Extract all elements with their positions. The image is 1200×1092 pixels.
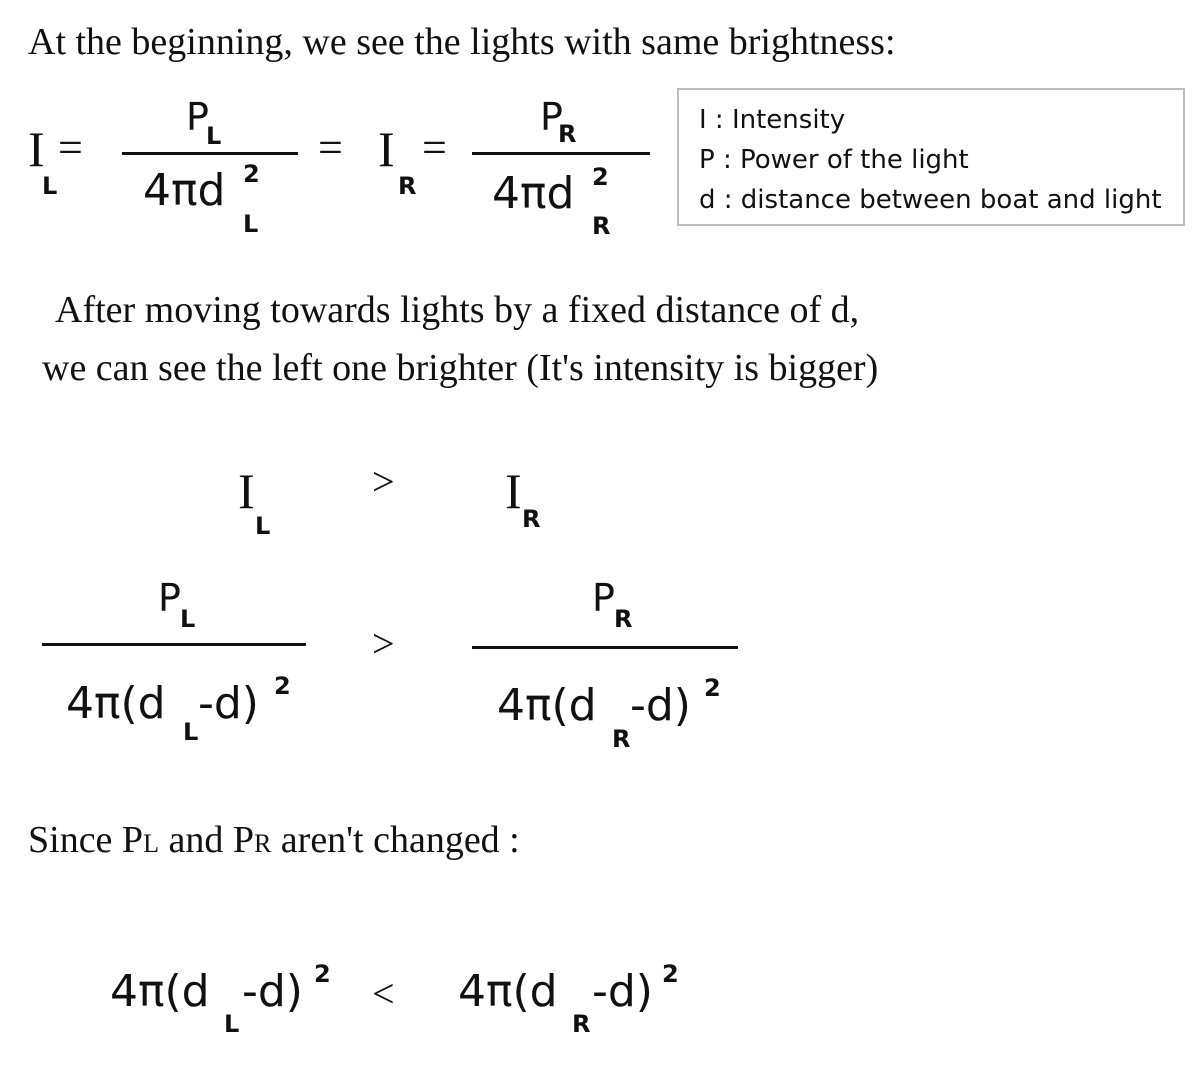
fraction-bar bbox=[472, 152, 650, 155]
fraction-bar bbox=[42, 643, 306, 646]
fraction-bar bbox=[472, 646, 738, 649]
subscript-r: R bbox=[592, 212, 611, 240]
superscript-2: 2 bbox=[704, 674, 721, 702]
after-moving-text-line1: After moving towards lights by a fixed distance of d, bbox=[55, 289, 860, 331]
legend-intensity: I : Intensity bbox=[699, 105, 846, 135]
superscript-2: 2 bbox=[314, 960, 331, 988]
symbol-p: P bbox=[158, 576, 181, 620]
legend-box bbox=[677, 88, 1185, 226]
since-part: Since P bbox=[28, 819, 144, 861]
subscript-l: L bbox=[42, 172, 58, 200]
subscript-r: R bbox=[612, 725, 631, 753]
subscript-r: R bbox=[572, 1010, 591, 1038]
right-expression-close: -d) bbox=[592, 966, 653, 1017]
symbol-i: I bbox=[28, 121, 45, 177]
since-text bbox=[28, 818, 520, 862]
denominator-close: -d) bbox=[198, 678, 259, 729]
subscript-l: L bbox=[183, 718, 199, 746]
symbol-i: I bbox=[505, 463, 522, 519]
intro-text: At the beginning, we see the lights with same brightness: bbox=[28, 21, 896, 63]
subscript-l: L bbox=[180, 605, 196, 633]
subscript-r: R bbox=[614, 605, 633, 633]
equals-sign: = bbox=[422, 123, 447, 172]
subscript-r: R bbox=[558, 120, 577, 148]
left-expression-open: 4π(d bbox=[110, 966, 210, 1017]
greater-than-sign: > bbox=[372, 621, 395, 666]
since-part: aren't changed : bbox=[271, 819, 520, 861]
subscript-l: L bbox=[224, 1010, 240, 1038]
symbol-i: I bbox=[238, 463, 255, 519]
subscript-r: R bbox=[398, 172, 417, 200]
denominator-open: 4π(d bbox=[497, 680, 597, 731]
symbol-p: P bbox=[540, 95, 563, 139]
symbol-p: P bbox=[186, 95, 209, 139]
left-expression-close: -d) bbox=[242, 966, 303, 1017]
small-caps-r: R bbox=[253, 829, 272, 858]
greater-than-sign: > bbox=[372, 459, 395, 504]
right-expression-open: 4π(d bbox=[458, 966, 558, 1017]
superscript-2: 2 bbox=[592, 163, 609, 191]
small-caps-l: L bbox=[143, 829, 159, 858]
superscript-2: 2 bbox=[274, 672, 291, 700]
subscript-l: L bbox=[243, 210, 259, 238]
denominator-4-pi-d: 4πd bbox=[492, 168, 575, 219]
since-part: and P bbox=[158, 819, 254, 861]
symbol-i: I bbox=[378, 121, 395, 177]
fraction-bar bbox=[122, 152, 298, 155]
legend-power: P : Power of the light bbox=[699, 145, 969, 175]
denominator-close: -d) bbox=[630, 680, 691, 731]
after-moving-text-line2: we can see the left one brighter (It's intensity is bigger) bbox=[42, 347, 879, 389]
subscript-l: L bbox=[206, 122, 222, 150]
subscript-l: L bbox=[255, 512, 271, 540]
equals-sign: = bbox=[318, 123, 343, 172]
denominator-open: 4π(d bbox=[66, 678, 166, 729]
denominator-4-pi-d: 4πd bbox=[143, 165, 226, 216]
symbol-p: P bbox=[592, 576, 615, 620]
less-than-sign: < bbox=[372, 971, 395, 1016]
subscript-r: R bbox=[522, 505, 541, 533]
superscript-2: 2 bbox=[662, 960, 679, 988]
legend-distance: d : distance between boat and light bbox=[699, 185, 1162, 215]
equals-sign: = bbox=[58, 123, 83, 172]
superscript-2: 2 bbox=[243, 160, 260, 188]
